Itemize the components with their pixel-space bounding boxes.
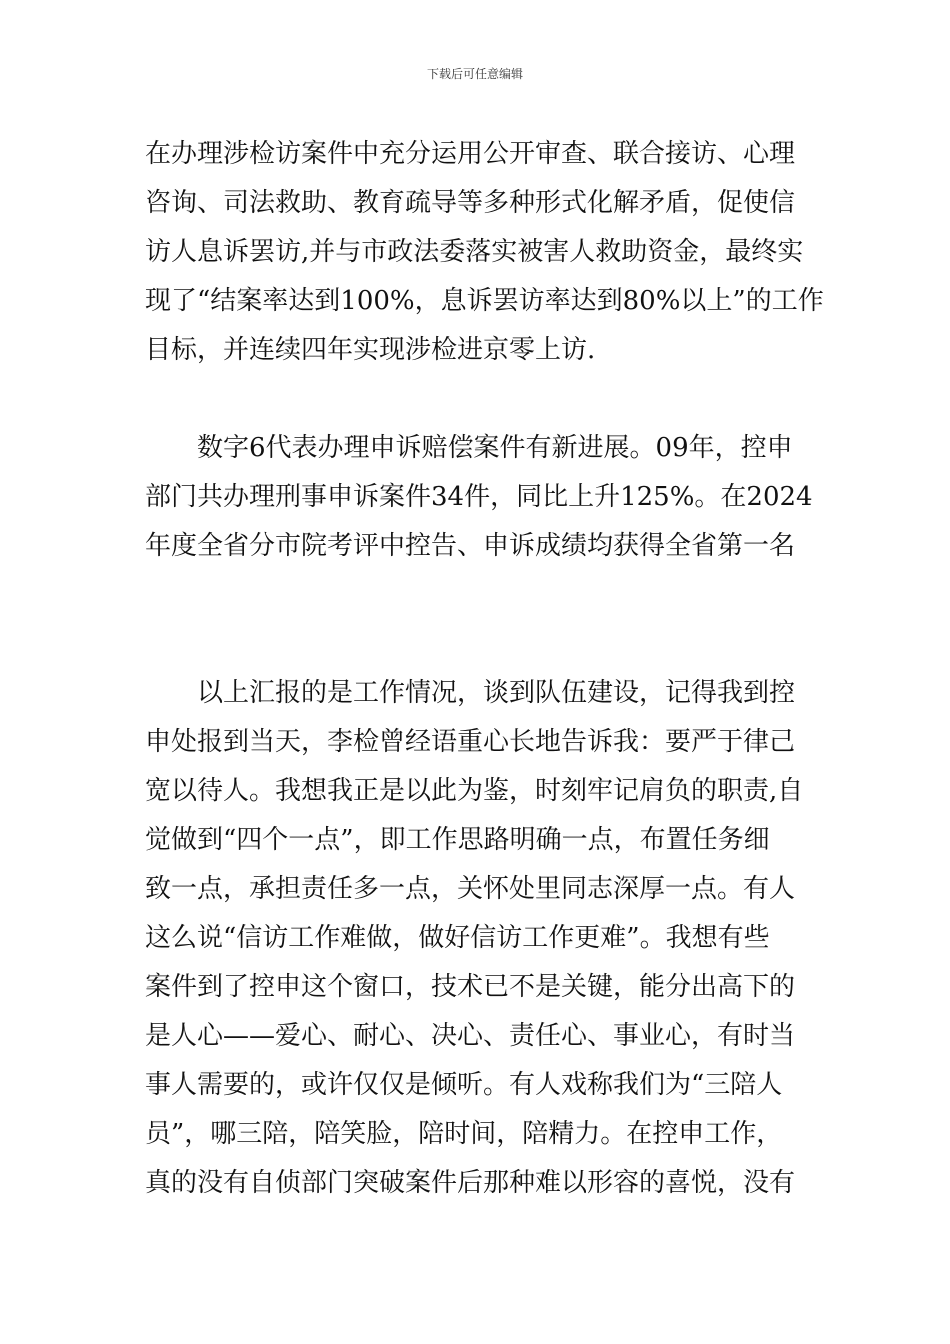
text-line: 咨询、司法救助、教育疏导等多种形式化解矛盾，促使信 (145, 188, 796, 218)
text-line: 以上汇报的是工作情况，谈到队伍建设，记得我到控 (145, 678, 796, 708)
page-header: 下载后可任意编辑 (426, 67, 523, 81)
text-line: 访人息诉罢访,并与市政法委落实被害人救助资金，最终实 (145, 237, 804, 267)
paragraph-3 (145, 669, 810, 1208)
text-line: 现了“结案率达到100%，息诉罢访率达到80%以上”的工作 (145, 286, 824, 316)
text-line: 部门共办理刑事申诉案件34件，同比上升125%。在2024 (145, 482, 813, 512)
text-line: 在办理涉检访案件中充分运用公开审查、联合接访、心理 (145, 139, 796, 169)
document-body (145, 130, 824, 1208)
text-line: 宽以待人。我想我正是以此为鉴，时刻牢记肩负的职责,自 (145, 776, 804, 806)
text-line: 致一点，承担责任多一点，关怀处里同志深厚一点。有人 (145, 874, 796, 904)
text-line: 这么说“信访工作难做，做好信访工作更难”。我想有些 (145, 923, 770, 953)
text-line: 申处报到当天，李检曾经语重心长地告诉我：要严于律己 (145, 727, 796, 757)
text-line: 觉做到“四个一点”，即工作思路明确一点，布置任务细 (145, 825, 770, 855)
text-line: 真的没有自侦部门突破案件后那种难以形容的喜悦，没有 (145, 1168, 796, 1198)
text-line: 案件到了控申这个窗口，技术已不是关键，能分出高下的 (145, 972, 796, 1002)
text-line: 事人需要的，或许仅仅是倾听。有人戏称我们为“三陪人 (145, 1070, 783, 1100)
text-line: 数字6代表办理申诉赔偿案件有新进展。09年，控申 (145, 433, 793, 463)
paragraph-1 (145, 130, 824, 375)
paragraph-2 (145, 424, 813, 571)
text-line: 年度全省分市院考评中控告、申诉成绩均获得全省第一名 (145, 531, 796, 561)
text-line: 是人心——爱心、耐心、决心、责任心、事业心，有时当 (145, 1021, 796, 1051)
text-line: 员”，哪三陪，陪笑脸，陪时间，陪精力。在控申工作， (145, 1119, 783, 1149)
text-line: 目标，并连续四年实现涉检进京零上访. (145, 335, 596, 365)
